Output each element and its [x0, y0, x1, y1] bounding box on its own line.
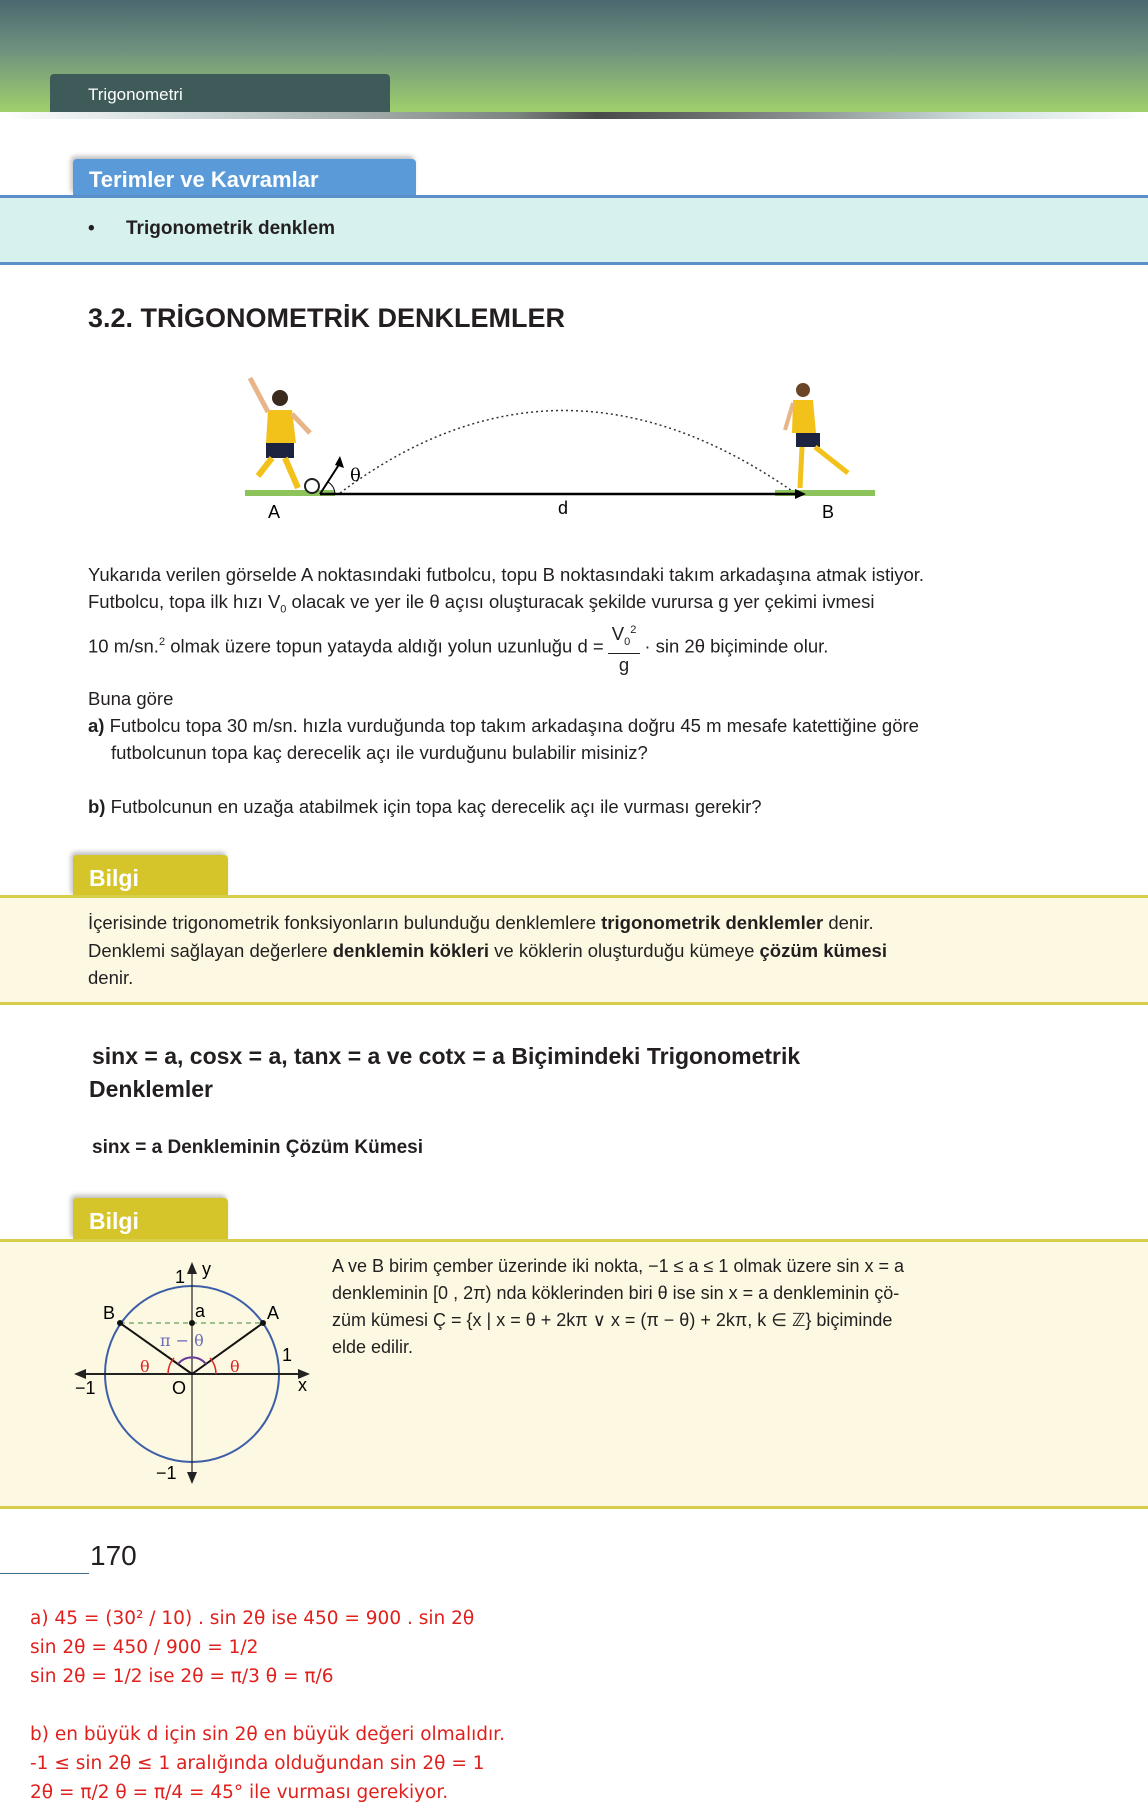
arrow-up-icon: [187, 1262, 197, 1274]
heading-line-2: Denklemler: [89, 1076, 214, 1102]
terms-item: [88, 218, 335, 240]
fraction: [608, 619, 641, 676]
point-b: [117, 1320, 123, 1326]
velocity-arrowhead-icon: [335, 456, 344, 468]
text: Futbolcu topa 30 m/sn. hızla vurduğunda top takım arkadaşına doğru 45 m mesafe katettiğine göre: [109, 715, 919, 736]
answer-b-1: b) en büyük d için sin 2θ en büyük değeri olmalıdır.: [30, 1724, 505, 1745]
answer-a-2: sin 2θ = 450 / 900 = 1/2: [30, 1637, 259, 1658]
bilgi-line-3: denir.: [88, 967, 134, 988]
label-A: A: [267, 1303, 280, 1323]
label-1-right: 1: [282, 1345, 293, 1365]
denominator: g: [618, 653, 630, 675]
problem-line-2: [88, 591, 875, 616]
b: trigonometrik denklemler: [601, 912, 824, 933]
label-theta-right: θ: [230, 1357, 240, 1376]
label-pi-minus-theta: π − θ: [160, 1331, 204, 1350]
soccer-illustration: [240, 368, 880, 523]
terms-tab: Terimler ve Kavramlar: [73, 159, 416, 195]
text: · sin 2θ biçiminde olur.: [644, 635, 829, 657]
bilgi2-line-2: denkleminin [0 , 2π) nda köklerinden biri θ ise sin x = a denkleminin çö-: [332, 1283, 900, 1303]
label-theta-left: θ: [140, 1357, 150, 1376]
answer-b-2: -1 ≤ sin 2θ ≤ 1 aralığında olduğundan sin 2θ = 1: [30, 1753, 485, 1774]
label-a: A: [268, 502, 281, 522]
sub: 0: [624, 635, 631, 648]
term-text: Trigonometrik denklem: [126, 218, 336, 239]
bilgi-line-2: [88, 940, 887, 962]
question-a-cont: futbolcunun topa kaç derecelik açı ile vurduğunu bulabilir misiniz?: [111, 742, 648, 763]
v: V: [611, 623, 625, 645]
b: denklemin kökleri: [332, 940, 490, 961]
ball-trajectory: [340, 411, 795, 494]
subheading: sinx = a Denkleminin Çözüm Kümesi: [92, 1137, 424, 1158]
header-divider: [0, 112, 1148, 119]
label-x: x: [298, 1375, 307, 1395]
t: Denklemi sağlayan değerlere: [88, 940, 333, 961]
section-title: 3.2. TRİGONOMETRİK DENKLEMLER: [88, 303, 566, 333]
text: 10 m/sn.: [88, 635, 159, 657]
t: ve köklerin oluşturduğu kümeye: [489, 940, 760, 961]
answer-b-3: 2θ = π/2 θ = π/4 = 45° ile vurması gerekiyor.: [30, 1782, 449, 1803]
theta-label: θ: [350, 465, 361, 486]
arrow-down-icon: [187, 1472, 197, 1484]
text: Futbolcu, topa ilk hızı V: [88, 591, 281, 612]
t: denir.: [823, 912, 874, 933]
text: olacak ve yer ile θ açısı oluşturacak şekilde vurursa g yer çekimi ivmesi: [286, 591, 875, 612]
subscript: 0: [280, 603, 287, 616]
problem-line-1: Yukarıda verilen görselde A noktasındaki futbolcu, topu B noktasındaki takım arkadaşına atmak istiyor.: [88, 564, 925, 585]
bilgi-line-1: [88, 912, 874, 934]
chapter-tab: Trigonometri: [50, 74, 390, 112]
bilgi2-line-3: züm kümesi Ç = {x | x = θ + 2kπ ∨ x = (π − θ) + 2kπ, k ∈ ℤ} biçiminde: [332, 1310, 893, 1330]
player-b: [785, 383, 848, 488]
bilgi-tab: Bilgi: [73, 855, 228, 897]
label-d: d: [558, 498, 569, 518]
label-1-top: 1: [175, 1267, 186, 1287]
label-origin: O: [172, 1378, 187, 1398]
sup: 2: [630, 624, 637, 636]
buna-gore: Buna göre: [88, 688, 174, 709]
text: Futbolcunun en uzağa atabilmek için topa kaç derecelik açı ile vurması gerekir?: [110, 796, 762, 817]
label: a): [88, 715, 105, 736]
heading-line-1: sinx = a, cosx = a, tanx = a ve cotx = a Biçimindeki Trigonometrik: [92, 1043, 801, 1069]
bilgi2-line-1: A ve B birim çember üzerinde iki nokta, −1 ≤ a ≤ 1 olmak üzere sin x = a: [332, 1256, 905, 1276]
label-minus1-left: −1: [75, 1378, 96, 1398]
label-minus1-bottom: −1: [156, 1463, 177, 1483]
page-number: 170: [90, 1540, 137, 1571]
label-B: B: [103, 1303, 116, 1323]
problem-formula-line: [88, 619, 828, 676]
unit-circle-diagram: [60, 1250, 330, 1490]
numerator: [608, 619, 641, 654]
bilgi2-line-4: elde edilir.: [332, 1337, 414, 1357]
answer-a-3: sin 2θ = 1/2 ise 2θ = π/3 θ = π/6: [30, 1666, 334, 1687]
question-b: [88, 796, 762, 818]
label-a: a: [195, 1301, 206, 1321]
bullet: •: [88, 218, 95, 239]
answer-a-1: a) 45 = (30² / 10) . sin 2θ ise 450 = 900 . sin 2θ: [30, 1608, 475, 1629]
player-a: [250, 378, 319, 493]
bilgi-tab-2: Bilgi: [73, 1198, 228, 1240]
text: olmak üzere topun yatayda aldığı yolun uzunluğu d =: [165, 635, 604, 657]
label: b): [88, 796, 106, 817]
label-y: y: [202, 1259, 211, 1279]
page-number-rule: [0, 1573, 89, 1574]
t: İçerisinde trigonometrik fonksiyonların bulunduğu denklemlere: [88, 912, 602, 933]
superscript: 2: [158, 636, 166, 649]
velocity-arrow: [320, 463, 340, 494]
question-a: [88, 715, 919, 737]
point-a: [260, 1320, 266, 1326]
b: çözüm kümesi: [759, 940, 887, 961]
label-b: B: [822, 502, 835, 522]
